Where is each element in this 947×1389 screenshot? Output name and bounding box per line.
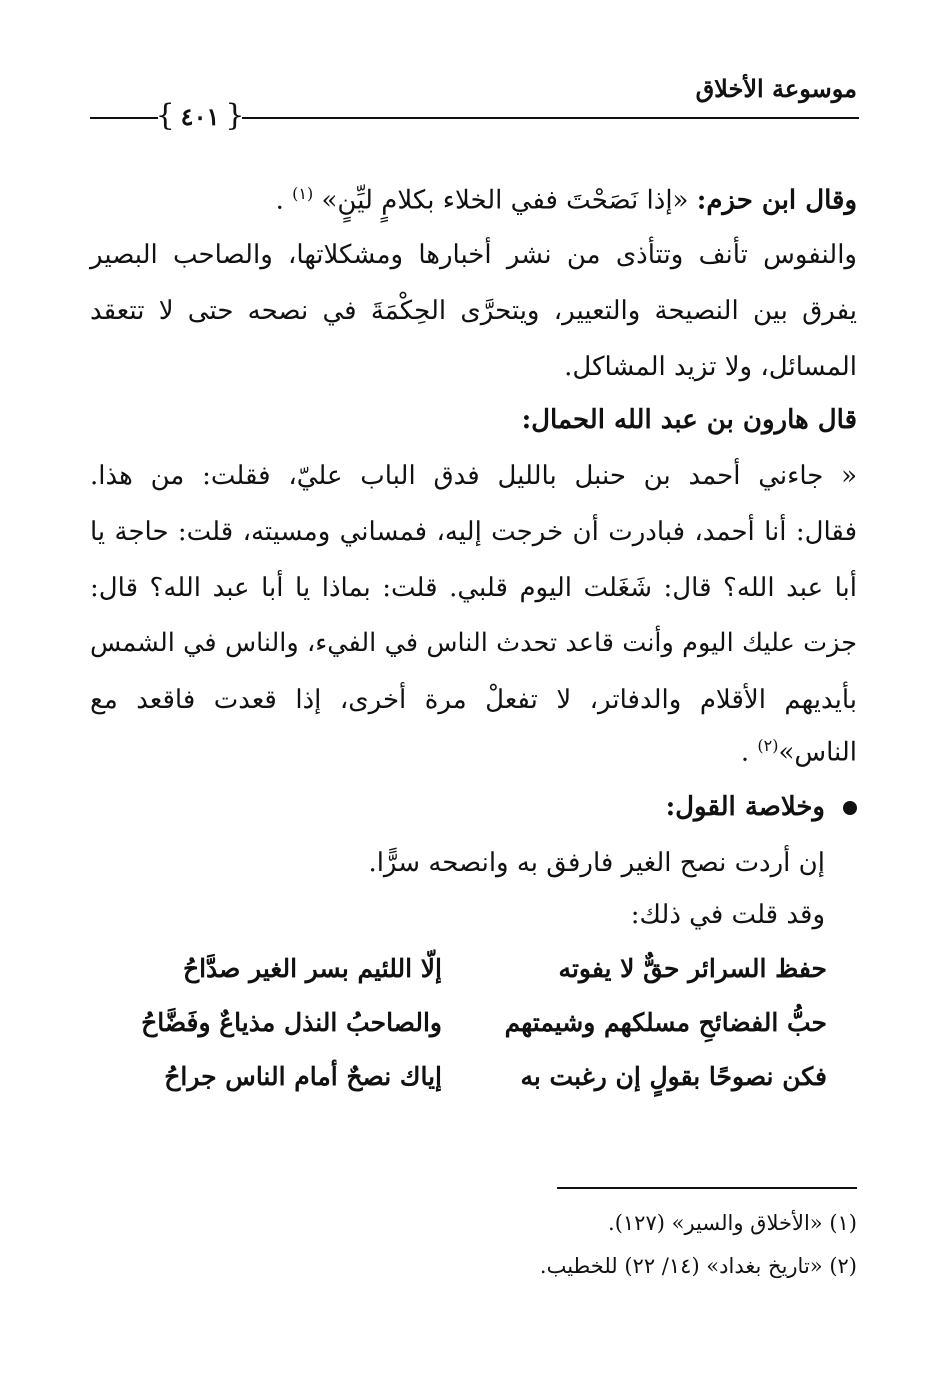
harun-line-2: فقال: أنا أحمد، فبادرت أن خرجت إليه، فمساني ومسيته، قلت: حاجة يا	[90, 517, 857, 547]
harun-line-3: أبا عبد الله؟ قال: شَغَلت اليوم قلبي. قلت: بماذا يا أبا عبد الله؟ قال:	[90, 573, 857, 603]
running-header-title: موسوعة الأخلاق	[695, 74, 857, 103]
poem-verse-3-second: إياك نصحٌ أمام الناس جراحُ	[164, 1062, 442, 1091]
page-number-brace-left: {	[155, 98, 175, 133]
page-number: ٤٠١	[180, 101, 220, 131]
bullet-icon	[843, 801, 857, 815]
harun-heading: قال هارون بن عبد الله الحمال:	[521, 405, 857, 435]
harun-line-4: جزت عليك اليوم وأنت قاعد تحدث الناس في الفيء، والناس في الشمس	[90, 628, 857, 658]
harun-line-5: بأيديهم الأقلام والدفاتر، لا تفعلْ مرة أخرى، إذا قعدت فاقعد مع	[90, 685, 857, 715]
ibn-hazm-quote-end: .	[275, 185, 284, 216]
paragraph-1-line-2: يفرق بين النصيحة والتعيير، ويتحرَّى الحِكْمَةَ في نصحه حتى لا تتعقد	[90, 296, 858, 326]
harun-line-6-text: الناس»	[778, 737, 857, 768]
poem-verse-3-first: فكن نصوحًا بقولٍ إن رغبت به	[520, 1062, 827, 1091]
footnote-ref-2: (٢)	[757, 736, 779, 755]
footnote-1: (١) «الأخلاق والسير» (١٢٧).	[608, 1211, 857, 1235]
footnote-rule	[557, 1187, 857, 1189]
ibn-hazm-speaker: وقال ابن حزم:	[696, 185, 857, 216]
poem-verse-1-second: إلّا اللئيم بسر الغير صدَّاحُ	[182, 954, 442, 983]
paragraph-1-line-1: والنفوس تأنف وتتأذى من نشر أخبارها ومشكلاتها، والصاحب البصير	[90, 240, 857, 270]
poem-verse-2-first: حبُّ الفضائحِ مسلكهم وشيمتهم	[504, 1008, 827, 1037]
poem-verse-1-first: حفظ السرائر حقٌّ لا يفوته	[558, 954, 827, 983]
summary-heading: وخلاصة القول:	[665, 792, 825, 822]
paragraph-1-line-3: المسائل، ولا تزيد المشاكل.	[564, 352, 857, 382]
ibn-hazm-quote-line	[276, 186, 857, 214]
footnote-ref-1: (١)	[292, 184, 314, 203]
poem-verse-2-second: والصاحبُ النذل مذياعٌ وفَضَّاحُ	[141, 1008, 442, 1037]
ibn-hazm-quote: «إذا نَصَحْتَ ففي الخلاء بكلامٍ ليِّنٍ»	[321, 185, 689, 216]
summary-line-2: وقد قلت في ذلك:	[630, 900, 825, 930]
harun-line-1: « جاءني أحمد بن حنبل بالليل فدق الباب عليّ، فقلت: من هذا.	[90, 461, 857, 491]
footnote-2: (٢) «تاريخ بغداد» (١٤/ ٢٢) للخطيب.	[539, 1254, 857, 1278]
harun-line-6	[741, 738, 857, 766]
page-number-brace-right: }	[225, 98, 245, 133]
page-number-badge	[155, 96, 245, 136]
harun-line-6-end: .	[740, 737, 750, 768]
summary-line-1: إن أردت نصح الغير فارفق به وانصحه سرًّا.	[368, 848, 825, 878]
